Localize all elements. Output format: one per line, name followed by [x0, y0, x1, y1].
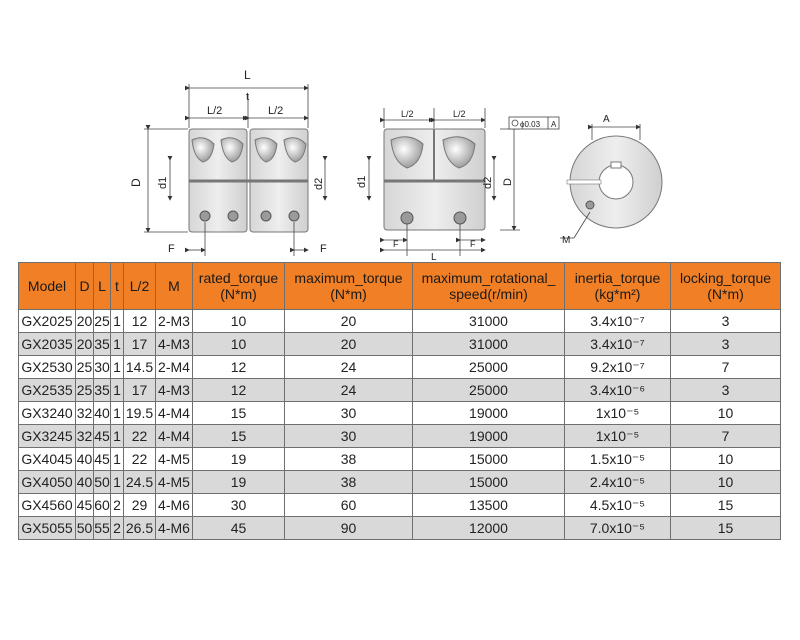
column-header: [94, 263, 111, 310]
table-cell: GX4045: [19, 448, 76, 471]
screw-hole: [228, 211, 238, 221]
table-cell: 3: [671, 379, 781, 402]
table-cell: 14.5: [124, 356, 156, 379]
table-cell: 25000: [413, 379, 565, 402]
column-header: [124, 263, 156, 310]
table-cell: 3: [671, 310, 781, 333]
table-cell: 4-M4: [156, 402, 193, 425]
table-cell: 2-M4: [156, 356, 193, 379]
table-cell: 32: [76, 425, 94, 448]
table-cell: 38: [285, 448, 413, 471]
table-cell: 1: [111, 448, 124, 471]
table-cell: 12: [193, 356, 285, 379]
column-header-text: locking_torque: [679, 270, 772, 286]
table-cell: 19000: [413, 425, 565, 448]
table-cell: 7: [671, 425, 781, 448]
table-cell: 12000: [413, 517, 565, 540]
column-header-text: L: [98, 278, 106, 294]
column-header: [565, 263, 671, 310]
column-header: [76, 263, 94, 310]
table-cell: 15: [193, 425, 285, 448]
dim-label-L: L: [244, 68, 251, 82]
dim-label-d2: d2: [313, 177, 325, 190]
table-cell: 45: [94, 448, 111, 471]
table-cell: 4-M3: [156, 333, 193, 356]
table-cell: 22: [124, 425, 156, 448]
table-cell: 30: [285, 402, 413, 425]
table-row: [19, 471, 781, 494]
table-cell: 1x10⁻⁵: [565, 402, 671, 425]
dim-label-F-left: F: [168, 243, 175, 255]
table-cell: 1: [111, 425, 124, 448]
dim-label-t: t: [246, 91, 250, 103]
table-cell: 15000: [413, 471, 565, 494]
column-header-text: inertia_torque: [574, 270, 661, 286]
column-header-text: rated_torque: [198, 270, 279, 286]
table-cell: GX2025: [19, 310, 76, 333]
table-cell: GX4560: [19, 494, 76, 517]
column-header-text: t: [115, 278, 119, 294]
table-body: [19, 310, 781, 540]
table-cell: 60: [285, 494, 413, 517]
table-row: [19, 310, 781, 333]
table-cell: 2: [111, 494, 124, 517]
dim-label-D: D: [129, 178, 143, 187]
table-cell: 35: [94, 379, 111, 402]
table-row: [19, 356, 781, 379]
dim-label-L2-left: L/2: [207, 105, 223, 117]
table-cell: 26.5: [124, 517, 156, 540]
table-cell: 19000: [413, 402, 565, 425]
column-header: [19, 263, 76, 310]
table-row: [19, 517, 781, 540]
screw-hole: [401, 212, 413, 224]
table-cell: 10: [671, 448, 781, 471]
table-row: [19, 379, 781, 402]
table-cell: 1: [111, 310, 124, 333]
table-cell: GX5055: [19, 517, 76, 540]
table-cell: 1x10⁻⁵: [565, 425, 671, 448]
table-cell: 45: [193, 517, 285, 540]
table-cell: 24.5: [124, 471, 156, 494]
dim-label-F-right: F: [470, 239, 476, 249]
table-cell: GX2035: [19, 333, 76, 356]
screw-hole: [200, 211, 210, 221]
front-view: [129, 68, 327, 256]
end-view: [560, 114, 662, 246]
table-cell: 2.4x10⁻⁵: [565, 471, 671, 494]
column-header-text: maximum_rotational_: [421, 270, 556, 286]
table-cell: 24: [285, 379, 413, 402]
table-cell: 90: [285, 517, 413, 540]
table-cell: 31000: [413, 310, 565, 333]
header-row: [19, 263, 781, 310]
table-cell: 3.4x10⁻⁷: [565, 333, 671, 356]
table-cell: 4.5x10⁻⁵: [565, 494, 671, 517]
table-cell: 30: [193, 494, 285, 517]
column-header: [111, 263, 124, 310]
table-cell: 1: [111, 471, 124, 494]
column-header: [193, 263, 285, 310]
table-cell: 35: [94, 333, 111, 356]
tolerance-value: ϕ0.03: [520, 120, 541, 129]
table-cell: 10: [671, 402, 781, 425]
column-header-text: (N*m): [707, 286, 744, 302]
table-cell: 3.4x10⁻⁶: [565, 379, 671, 402]
column-header: [156, 263, 193, 310]
column-header: [285, 263, 413, 310]
table-row: [19, 448, 781, 471]
table-cell: 45: [94, 425, 111, 448]
table-cell: 20: [76, 333, 94, 356]
table-cell: GX2530: [19, 356, 76, 379]
column-header-text: (kg*m²): [594, 286, 641, 302]
table-cell: 15: [671, 517, 781, 540]
table-cell: GX4050: [19, 471, 76, 494]
table-cell: 2: [111, 517, 124, 540]
screw-hole: [454, 212, 466, 224]
table-cell: 22: [124, 448, 156, 471]
screw-hole: [261, 211, 271, 221]
column-header-text: (N*m): [220, 286, 257, 302]
table-cell: 15: [193, 402, 285, 425]
table-cell: 30: [285, 425, 413, 448]
table-cell: 4-M6: [156, 494, 193, 517]
table-cell: 13500: [413, 494, 565, 517]
table-cell: 12: [193, 379, 285, 402]
technical-drawings: [0, 0, 800, 262]
table-cell: 1: [111, 379, 124, 402]
table-cell: 12: [124, 310, 156, 333]
column-header-text: M: [168, 278, 180, 294]
table-cell: 3.4x10⁻⁷: [565, 310, 671, 333]
table-cell: 24: [285, 356, 413, 379]
datum-label: A: [551, 120, 557, 129]
table-header: [19, 263, 781, 310]
table-cell: 2-M3: [156, 310, 193, 333]
column-header: [671, 263, 781, 310]
table-row: [19, 333, 781, 356]
table-cell: 32: [76, 402, 94, 425]
column-header-text: maximum_torque: [294, 270, 403, 286]
table-cell: 4-M5: [156, 448, 193, 471]
table-cell: 55: [94, 517, 111, 540]
table-cell: 1: [111, 333, 124, 356]
table-cell: 19: [193, 448, 285, 471]
table-cell: 40: [94, 402, 111, 425]
table-cell: 45: [76, 494, 94, 517]
column-header-text: Model: [27, 278, 67, 294]
table-cell: GX3245: [19, 425, 76, 448]
table-cell: 7: [671, 356, 781, 379]
table-cell: 4-M5: [156, 471, 193, 494]
dim-label-d1: d1: [356, 175, 368, 188]
column-header-text: L/2: [129, 278, 150, 294]
table-cell: 10: [193, 333, 285, 356]
table-cell: 30: [94, 356, 111, 379]
table-cell: 60: [94, 494, 111, 517]
table-cell: 20: [285, 333, 413, 356]
table-cell: 10: [193, 310, 285, 333]
table-cell: 25: [76, 379, 94, 402]
table-cell: 15000: [413, 448, 565, 471]
screw-hole: [586, 201, 594, 209]
table-cell: 29: [124, 494, 156, 517]
table-cell: 4-M4: [156, 425, 193, 448]
table-cell: 1: [111, 402, 124, 425]
table-cell: 1.5x10⁻⁵: [565, 448, 671, 471]
table-cell: 40: [76, 471, 94, 494]
dim-label-L2-right: L/2: [453, 109, 466, 119]
dim-label-F-left: F: [393, 239, 399, 249]
table-row: [19, 494, 781, 517]
column-header: [413, 263, 565, 310]
screw-hole: [289, 211, 299, 221]
table-cell: 19.5: [124, 402, 156, 425]
dim-label-D: D: [502, 178, 514, 186]
table-cell: 4-M6: [156, 517, 193, 540]
table-cell: 17: [124, 333, 156, 356]
column-header-text: speed(r/min): [449, 286, 528, 302]
table-cell: GX2535: [19, 379, 76, 402]
dim-label-M: M: [562, 235, 571, 246]
table-cell: 17: [124, 379, 156, 402]
dim-label-L2-left: L/2: [401, 109, 414, 119]
bore: [599, 165, 633, 199]
table-cell: 20: [76, 310, 94, 333]
dim-label-d2: d2: [482, 176, 494, 189]
dim-label-L2-right: L/2: [268, 105, 284, 117]
table-cell: 25: [94, 310, 111, 333]
table-cell: 20: [285, 310, 413, 333]
table-cell: 40: [76, 448, 94, 471]
column-header-text: D: [79, 278, 90, 294]
table-cell: 15: [671, 494, 781, 517]
table-cell: 19: [193, 471, 285, 494]
column-header-text: (N*m): [330, 286, 367, 302]
table-cell: 31000: [413, 333, 565, 356]
table-cell: 25: [76, 356, 94, 379]
table-row: [19, 425, 781, 448]
table-row: [19, 402, 781, 425]
spec-table: [18, 262, 781, 540]
keyway: [611, 162, 621, 168]
tolerance-frame: [509, 117, 559, 129]
table-cell: 3: [671, 333, 781, 356]
table-cell: 50: [76, 517, 94, 540]
clamp-slot: [567, 180, 601, 184]
dim-label-A: A: [603, 114, 610, 125]
table-cell: 4-M3: [156, 379, 193, 402]
table-cell: 50: [94, 471, 111, 494]
table-cell: 1: [111, 356, 124, 379]
table-cell: 10: [671, 471, 781, 494]
side-view: [356, 108, 559, 262]
table-cell: 25000: [413, 356, 565, 379]
dim-label-F-right: F: [320, 243, 327, 255]
dim-label-d1: d1: [157, 176, 169, 189]
table-cell: 9.2x10⁻⁷: [565, 356, 671, 379]
dim-label-L: L: [431, 252, 437, 262]
table-cell: 38: [285, 471, 413, 494]
table-cell: GX3240: [19, 402, 76, 425]
table-cell: 7.0x10⁻⁵: [565, 517, 671, 540]
